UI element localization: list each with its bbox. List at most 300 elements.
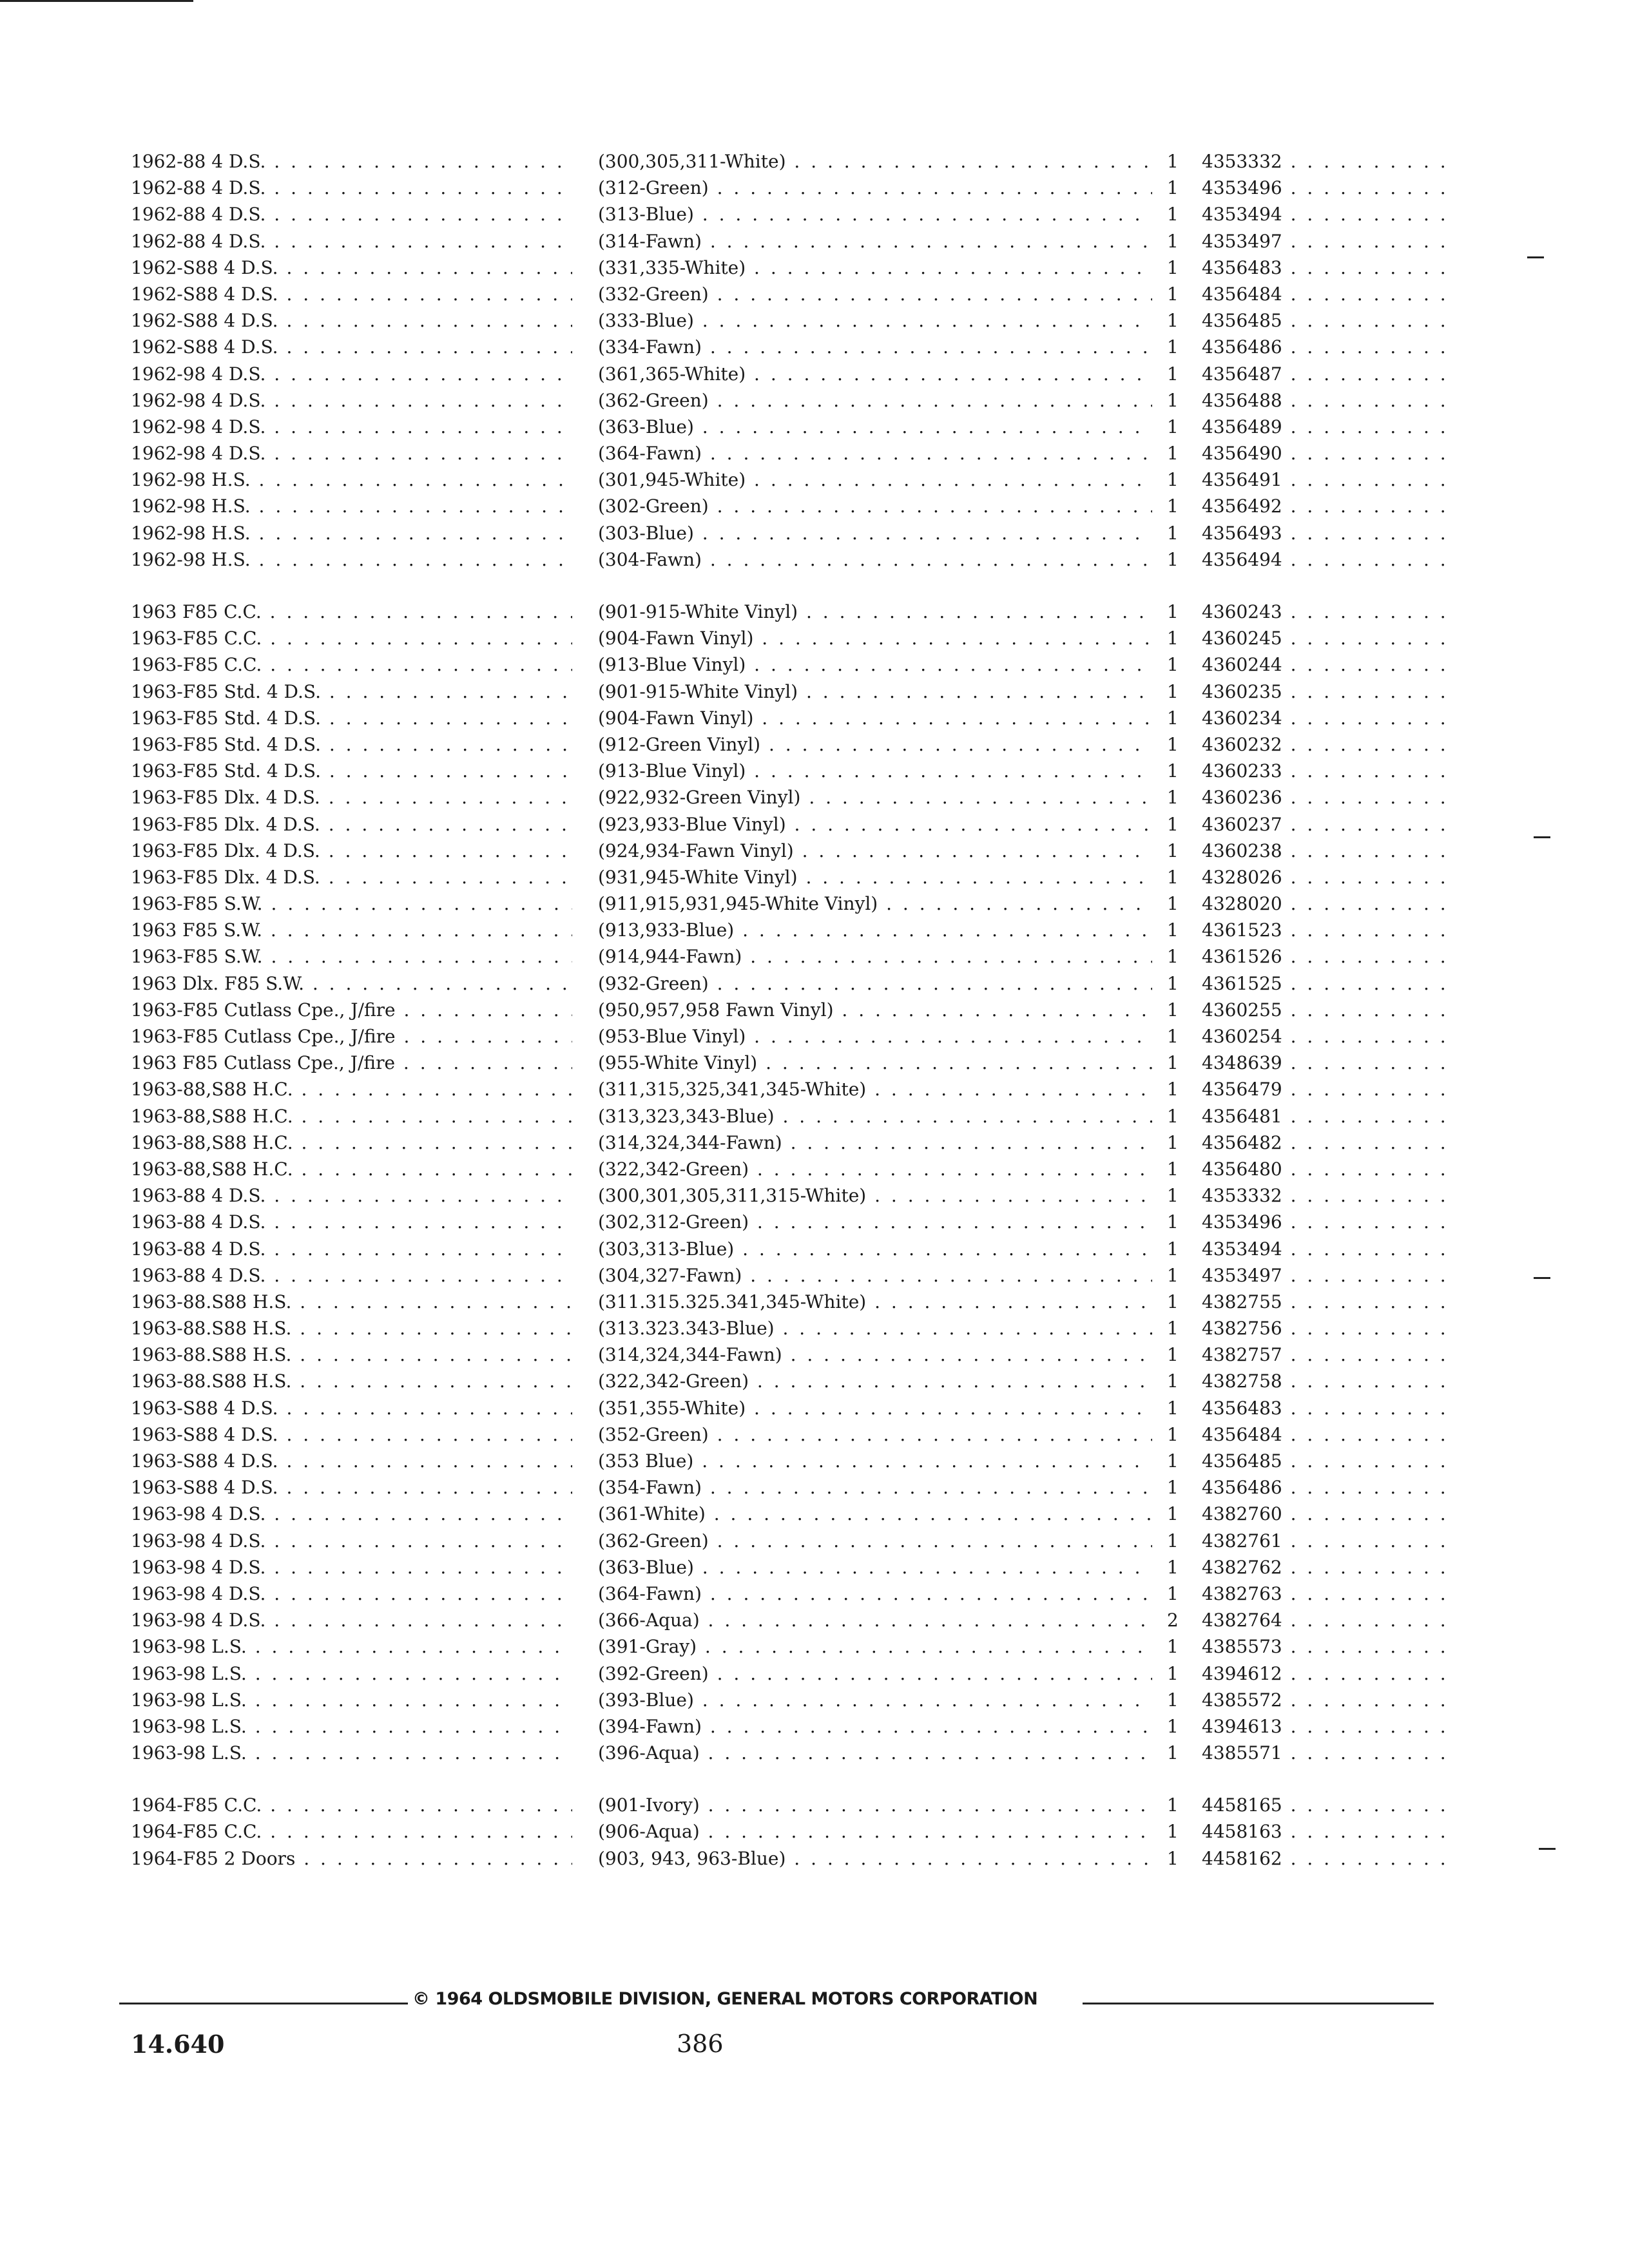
model-cell: 1963-98 4 D.S. . . .: [131, 1501, 572, 1527]
trim-cell: (913-Blue Vinyl) . . .: [598, 758, 1152, 784]
row-group: [131, 148, 1316, 573]
table-row: [131, 1209, 1316, 1235]
part-number-cell: 4356494 . . .: [1202, 546, 1445, 573]
trim-cell: (313.323.343-Blue) . . .: [598, 1315, 1152, 1341]
trim-cell: (351,355-White) . . .: [598, 1395, 1152, 1421]
model-cell: 1963-98 L.S. . . .: [131, 1633, 572, 1660]
trim-cell: (304-Fawn) . . .: [598, 546, 1152, 573]
trim-cell: (314-Fawn) . . .: [598, 228, 1152, 255]
model-cell: 1964-F85 C.C. . . .: [131, 1818, 572, 1845]
trim-cell: (366-Aqua) . . .: [598, 1607, 1152, 1633]
trim-cell: (361,365-White) . . .: [598, 361, 1152, 387]
trim-cell: (906-Aqua) . . .: [598, 1818, 1152, 1845]
trim-cell: (331,335-White) . . .: [598, 255, 1152, 281]
table-row: [131, 970, 1316, 997]
quantity-cell: 1: [1167, 522, 1179, 544]
table-row: [131, 1289, 1316, 1315]
trim-cell: (303,313-Blue) . . .: [598, 1236, 1152, 1262]
table-row: [131, 466, 1316, 493]
part-number-cell: 4356483 . . .: [1202, 255, 1445, 281]
quantity-cell: 1: [1167, 1503, 1179, 1525]
model-cell: 1963-88,S88 H.C. . . .: [131, 1156, 572, 1182]
table-row: [131, 361, 1316, 387]
trim-cell: (364-Fawn) . . .: [598, 1581, 1152, 1607]
trim-cell: (391-Gray) . . .: [598, 1633, 1152, 1660]
table-row: [131, 943, 1316, 970]
model-cell: 1963-88.S88 H.S. . . .: [131, 1368, 572, 1394]
model-cell: 1962-98 4 D.S. . . .: [131, 387, 572, 414]
model-cell: 1963-F85 Std. 4 D.S. . . .: [131, 678, 572, 705]
footer-rule-right: [1083, 2003, 1434, 2004]
quantity-cell: 1: [1167, 972, 1179, 994]
table-row: [131, 651, 1316, 678]
trim-cell: (363-Blue) . . .: [598, 414, 1152, 440]
trim-cell: (394-Fawn) . . .: [598, 1713, 1152, 1740]
model-cell: 1963-88 4 D.S. . . .: [131, 1236, 572, 1262]
part-number-cell: 4382764 . . .: [1202, 1607, 1445, 1633]
quantity-cell: 1: [1167, 151, 1179, 172]
quantity-cell: 1: [1167, 1662, 1179, 1684]
table-row: [131, 1633, 1316, 1660]
trim-cell: (302-Green) . . .: [598, 493, 1152, 519]
quantity-cell: 1: [1167, 1582, 1179, 1604]
quantity-cell: 1: [1167, 1131, 1179, 1153]
model-cell: 1963-88,S88 H.C. . . .: [131, 1076, 572, 1102]
quantity-cell: 1: [1167, 946, 1179, 968]
quantity-cell: 1: [1167, 1318, 1179, 1340]
part-number-cell: 4356484 . . .: [1202, 1421, 1445, 1448]
quantity-cell: 1: [1167, 1185, 1179, 1207]
table-row: [131, 493, 1316, 519]
quantity-cell: 1: [1167, 999, 1179, 1021]
quantity-cell: 1: [1167, 1450, 1179, 1472]
trim-cell: (953-Blue Vinyl) . . .: [598, 1023, 1152, 1050]
model-cell: 1963-88,S88 H.C. . . .: [131, 1129, 572, 1156]
margin-mark: [1527, 256, 1544, 258]
part-number-cell: 4353332 . . .: [1202, 1182, 1445, 1209]
part-number-cell: 4382755 . . .: [1202, 1289, 1445, 1315]
table-row: [131, 1528, 1316, 1554]
model-cell: 1963-88 4 D.S. . . .: [131, 1182, 572, 1209]
trim-cell: (393-Blue) . . .: [598, 1687, 1152, 1713]
quantity-cell: 1: [1167, 1821, 1179, 1843]
model-cell: 1963-98 L.S. . . .: [131, 1660, 572, 1687]
part-number-cell: 4382760 . . .: [1202, 1501, 1445, 1527]
quantity-cell: 1: [1167, 893, 1179, 915]
model-cell: 1963-S88 4 D.S. . . .: [131, 1474, 572, 1501]
table-row: [131, 520, 1316, 546]
quantity-cell: 1: [1167, 1211, 1179, 1233]
part-number-cell: 4356483 . . .: [1202, 1395, 1445, 1421]
part-number-cell: 4382761 . . .: [1202, 1528, 1445, 1554]
model-cell: 1962-98 4 D.S. . . .: [131, 414, 572, 440]
table-row: [131, 1156, 1316, 1182]
table-row: [131, 1368, 1316, 1394]
quantity-cell: 1: [1167, 204, 1179, 226]
quantity-cell: 1: [1167, 601, 1179, 622]
part-number-cell: 4356485 . . .: [1202, 1448, 1445, 1474]
quantity-cell: 1: [1167, 1715, 1179, 1737]
model-cell: 1963-98 4 D.S. . . .: [131, 1581, 572, 1607]
trim-cell: (302,312-Green) . . .: [598, 1209, 1152, 1235]
part-number-cell: 4360237 . . .: [1202, 811, 1445, 838]
model-cell: 1962-S88 4 D.S. . . .: [131, 307, 572, 334]
model-cell: 1963-98 L.S. . . .: [131, 1687, 572, 1713]
trim-cell: (363-Blue) . . .: [598, 1554, 1152, 1581]
trim-cell: (300,305,311-White) . . .: [598, 148, 1152, 175]
table-row: [131, 1687, 1316, 1713]
part-number-cell: 4356493 . . .: [1202, 520, 1445, 546]
section-number: 14.640: [131, 2030, 225, 2059]
model-cell: 1963 F85 Cutlass Cpe., J/fire . . .: [131, 1050, 572, 1076]
quantity-cell: 1: [1167, 230, 1179, 252]
table-row: [131, 387, 1316, 414]
quantity-cell: 1: [1167, 1052, 1179, 1074]
table-row: [131, 1050, 1316, 1076]
model-cell: 1962-98 H.S. . . .: [131, 493, 572, 519]
table-row: [131, 1713, 1316, 1740]
part-number-cell: 4356481 . . .: [1202, 1103, 1445, 1129]
model-cell: 1962-S88 4 D.S. . . .: [131, 255, 572, 281]
quantity-cell: 1: [1167, 1689, 1179, 1711]
quantity-cell: 1: [1167, 469, 1179, 491]
table-row: [131, 758, 1316, 784]
quantity-cell: 1: [1167, 1291, 1179, 1312]
trim-cell: (313-Blue) . . .: [598, 201, 1152, 227]
model-cell: 1962-98 H.S. . . .: [131, 466, 572, 493]
part-number-cell: 4458163 . . .: [1202, 1818, 1445, 1845]
part-number-cell: 4356488 . . .: [1202, 387, 1445, 414]
model-cell: 1963-F85 Std. 4 D.S. . . .: [131, 758, 572, 784]
part-number-cell: 4360235 . . .: [1202, 678, 1445, 705]
part-number-cell: 4356489 . . .: [1202, 414, 1445, 440]
parts-table: [131, 148, 1316, 1872]
part-number-cell: 4385572 . . .: [1202, 1687, 1445, 1713]
model-cell: 1962-88 4 D.S. . . .: [131, 148, 572, 175]
table-row: [131, 678, 1316, 705]
model-cell: 1963-F85 Dlx. 4 D.S. . . .: [131, 838, 572, 864]
table-row: [131, 705, 1316, 731]
trim-cell: (352-Green) . . .: [598, 1421, 1152, 1448]
model-cell: 1962-98 4 D.S. . . .: [131, 440, 572, 466]
part-number-cell: 4353496 . . .: [1202, 1209, 1445, 1235]
trim-cell: (300,301,305,311,315-White) . . .: [598, 1182, 1152, 1209]
model-cell: 1963-F85 Cutlass Cpe., J/fire . . .: [131, 997, 572, 1023]
part-number-cell: 4360232 . . .: [1202, 731, 1445, 758]
copyright-notice: © 1964 OLDSMOBILE DIVISION, GENERAL MOTORS CORPORATION: [412, 1989, 1038, 2009]
part-number-cell: 4360234 . . .: [1202, 705, 1445, 731]
table-row: [131, 1236, 1316, 1262]
part-number-cell: 4356485 . . .: [1202, 307, 1445, 334]
model-cell: 1963 F85 C.C. . . .: [131, 599, 572, 625]
table-row: [131, 175, 1316, 201]
trim-cell: (931,945-White Vinyl) . . .: [598, 864, 1152, 890]
top-rule: [0, 0, 193, 2]
model-cell: 1963-98 4 D.S. . . .: [131, 1528, 572, 1554]
part-number-cell: 4356487 . . .: [1202, 361, 1445, 387]
part-number-cell: 4353494 . . .: [1202, 201, 1445, 227]
table-row: [131, 414, 1316, 440]
margin-mark: [1534, 1277, 1550, 1279]
model-cell: 1963 Dlx. F85 S.W. . . .: [131, 970, 572, 997]
part-number-cell: 4458162 . . .: [1202, 1845, 1445, 1872]
quantity-cell: 1: [1167, 495, 1179, 517]
trim-cell: (392-Green) . . .: [598, 1660, 1152, 1687]
quantity-cell: 1: [1167, 1530, 1179, 1552]
part-number-cell: 4356492 . . .: [1202, 493, 1445, 519]
part-number-cell: 4356479 . . .: [1202, 1076, 1445, 1102]
model-cell: 1962-98 H.S. . . .: [131, 546, 572, 573]
trim-cell: (901-915-White Vinyl) . . .: [598, 678, 1152, 705]
table-row: [131, 307, 1316, 334]
table-row: [131, 1129, 1316, 1156]
table-row: [131, 1341, 1316, 1368]
table-row: [131, 1448, 1316, 1474]
part-number-cell: 4360238 . . .: [1202, 838, 1445, 864]
model-cell: 1964-F85 2 Doors . . .: [131, 1845, 572, 1872]
part-number-cell: 4348639 . . .: [1202, 1050, 1445, 1076]
trim-cell: (313,323,343-Blue) . . .: [598, 1103, 1152, 1129]
table-row: [131, 334, 1316, 360]
model-cell: 1963-98 L.S. . . .: [131, 1740, 572, 1766]
table-row: [131, 784, 1316, 811]
part-number-cell: 4394612 . . .: [1202, 1660, 1445, 1687]
quantity-cell: 1: [1167, 813, 1179, 835]
trim-cell: (361-White) . . .: [598, 1501, 1152, 1527]
trim-cell: (955-White Vinyl) . . .: [598, 1050, 1152, 1076]
footer-rule-left: [119, 2003, 408, 2004]
quantity-cell: 2: [1167, 1610, 1179, 1631]
part-number-cell: 4360254 . . .: [1202, 1023, 1445, 1050]
table-row: [131, 281, 1316, 307]
table-row: [131, 440, 1316, 466]
trim-cell: (396-Aqua) . . .: [598, 1740, 1152, 1766]
table-row: [131, 890, 1316, 917]
part-number-cell: 4353497 . . .: [1202, 1262, 1445, 1289]
trim-cell: (950,957,958 Fawn Vinyl) . . .: [598, 997, 1152, 1023]
trim-cell: (904-Fawn Vinyl) . . .: [598, 625, 1152, 651]
model-cell: 1963-98 L.S. . . .: [131, 1713, 572, 1740]
trim-cell: (924,934-Fawn Vinyl) . . .: [598, 838, 1152, 864]
table-row: [131, 1421, 1316, 1448]
part-number-cell: 4360244 . . .: [1202, 651, 1445, 678]
part-number-cell: 4356480 . . .: [1202, 1156, 1445, 1182]
page-number: 386: [677, 2030, 724, 2058]
trim-cell: (314,324,344-Fawn) . . .: [598, 1129, 1152, 1156]
quantity-cell: 1: [1167, 1370, 1179, 1392]
table-row: [131, 625, 1316, 651]
quantity-cell: 1: [1167, 1556, 1179, 1578]
table-row: [131, 599, 1316, 625]
trim-cell: (901-Ivory) . . .: [598, 1792, 1152, 1818]
part-number-cell: 4356486 . . .: [1202, 334, 1445, 360]
trim-cell: (311,315,325,341,345-White) . . .: [598, 1076, 1152, 1102]
table-row: [131, 1554, 1316, 1581]
trim-cell: (301,945-White) . . .: [598, 466, 1152, 493]
table-row: [131, 864, 1316, 890]
part-number-cell: 4328020 . . .: [1202, 890, 1445, 917]
quantity-cell: 1: [1167, 177, 1179, 199]
part-number-cell: 4361526 . . .: [1202, 943, 1445, 970]
quantity-cell: 1: [1167, 1079, 1179, 1100]
model-cell: 1963-S88 4 D.S. . . .: [131, 1421, 572, 1448]
part-number-cell: 4360236 . . .: [1202, 784, 1445, 811]
table-row: [131, 148, 1316, 175]
quantity-cell: 1: [1167, 654, 1179, 676]
table-row: [131, 731, 1316, 758]
trim-cell: (912-Green Vinyl) . . .: [598, 731, 1152, 758]
quantity-cell: 1: [1167, 1344, 1179, 1366]
trim-cell: (904-Fawn Vinyl) . . .: [598, 705, 1152, 731]
trim-cell: (913-Blue Vinyl) . . .: [598, 651, 1152, 678]
part-number-cell: 4360255 . . .: [1202, 997, 1445, 1023]
part-number-cell: 4353497 . . .: [1202, 228, 1445, 255]
row-group: [131, 1792, 1316, 1872]
table-row: [131, 255, 1316, 281]
model-cell: 1963-88 4 D.S. . . .: [131, 1262, 572, 1289]
model-cell: 1962-88 4 D.S. . . .: [131, 228, 572, 255]
trim-cell: (901-915-White Vinyl) . . .: [598, 599, 1152, 625]
quantity-cell: 1: [1167, 256, 1179, 278]
row-group: [131, 599, 1316, 1766]
table-row: [131, 811, 1316, 838]
model-cell: 1963-98 4 D.S. . . .: [131, 1554, 572, 1581]
quantity-cell: 1: [1167, 1105, 1179, 1127]
model-cell: 1963-F85 S.W. . . .: [131, 943, 572, 970]
part-number-cell: 4382758 . . .: [1202, 1368, 1445, 1394]
part-number-cell: 4394613 . . .: [1202, 1713, 1445, 1740]
part-number-cell: 4385573 . . .: [1202, 1633, 1445, 1660]
model-cell: 1962-S88 4 D.S. . . .: [131, 334, 572, 360]
model-cell: 1963-F85 C.C. . . .: [131, 651, 572, 678]
table-row: [131, 1076, 1316, 1102]
quantity-cell: 1: [1167, 1264, 1179, 1286]
model-cell: 1964-F85 C.C. . . .: [131, 1792, 572, 1818]
quantity-cell: 1: [1167, 733, 1179, 755]
trim-cell: (304,327-Fawn) . . .: [598, 1262, 1152, 1289]
quantity-cell: 1: [1167, 760, 1179, 782]
quantity-cell: 1: [1167, 840, 1179, 861]
trim-cell: (311.315.325.341,345-White) . . .: [598, 1289, 1152, 1315]
quantity-cell: 1: [1167, 1477, 1179, 1499]
table-row: [131, 1182, 1316, 1209]
quantity-cell: 1: [1167, 416, 1179, 437]
model-cell: 1963-88,S88 H.C. . . .: [131, 1103, 572, 1129]
table-row: [131, 1023, 1316, 1050]
model-cell: 1963-F85 Std. 4 D.S. . . .: [131, 705, 572, 731]
table-row: [131, 228, 1316, 255]
part-number-cell: 4360233 . . .: [1202, 758, 1445, 784]
quantity-cell: 1: [1167, 1847, 1179, 1869]
model-cell: 1963-88.S88 H.S. . . .: [131, 1341, 572, 1368]
part-number-cell: 4361525 . . .: [1202, 970, 1445, 997]
part-number-cell: 4356484 . . .: [1202, 281, 1445, 307]
trim-cell: (364-Fawn) . . .: [598, 440, 1152, 466]
quantity-cell: 1: [1167, 707, 1179, 729]
margin-mark: [1534, 836, 1550, 838]
part-number-cell: 4360245 . . .: [1202, 625, 1445, 651]
model-cell: 1963-F85 Dlx. 4 D.S. . . .: [131, 811, 572, 838]
table-row: [131, 546, 1316, 573]
quantity-cell: 1: [1167, 1397, 1179, 1419]
quantity-cell: 1: [1167, 310, 1179, 332]
quantity-cell: 1: [1167, 1794, 1179, 1816]
part-number-cell: 4356482 . . .: [1202, 1129, 1445, 1156]
model-cell: 1963-88.S88 H.S. . . .: [131, 1289, 572, 1315]
trim-cell: (362-Green) . . .: [598, 387, 1152, 414]
trim-cell: (314,324,344-Fawn) . . .: [598, 1341, 1152, 1368]
trim-cell: (334-Fawn) . . .: [598, 334, 1152, 360]
table-row: [131, 917, 1316, 943]
table-row: [131, 1315, 1316, 1341]
trim-cell: (322,342-Green) . . .: [598, 1156, 1152, 1182]
trim-cell: (922,932-Green Vinyl) . . .: [598, 784, 1152, 811]
table-row: [131, 1474, 1316, 1501]
part-number-cell: 4382763 . . .: [1202, 1581, 1445, 1607]
quantity-cell: 1: [1167, 1742, 1179, 1764]
part-number-cell: 4382757 . . .: [1202, 1341, 1445, 1368]
trim-cell: (932-Green) . . .: [598, 970, 1152, 997]
trim-cell: (322,342-Green) . . .: [598, 1368, 1152, 1394]
trim-cell: (362-Green) . . .: [598, 1528, 1152, 1554]
trim-cell: (914,944-Fawn) . . .: [598, 943, 1152, 970]
quantity-cell: 1: [1167, 1423, 1179, 1445]
table-row: [131, 1660, 1316, 1687]
quantity-cell: 1: [1167, 1238, 1179, 1260]
part-number-cell: 4353496 . . .: [1202, 175, 1445, 201]
table-row: [131, 1395, 1316, 1421]
table-row: [131, 1818, 1316, 1845]
table-row: [131, 838, 1316, 864]
model-cell: 1963-F85 S.W. . . .: [131, 890, 572, 917]
trim-cell: (353 Blue) . . .: [598, 1448, 1152, 1474]
model-cell: 1963-F85 Cutlass Cpe., J/fire . . .: [131, 1023, 572, 1050]
trim-cell: (354-Fawn) . . .: [598, 1474, 1152, 1501]
model-cell: 1962-S88 4 D.S. . . .: [131, 281, 572, 307]
model-cell: 1963-F85 Dlx. 4 D.S. . . .: [131, 784, 572, 811]
table-row: [131, 1845, 1316, 1872]
model-cell: 1963 F85 S.W. . . .: [131, 917, 572, 943]
trim-cell: (332-Green) . . .: [598, 281, 1152, 307]
quantity-cell: 1: [1167, 336, 1179, 358]
model-cell: 1963-S88 4 D.S. . . .: [131, 1395, 572, 1421]
quantity-cell: 1: [1167, 283, 1179, 305]
table-row: [131, 1792, 1316, 1818]
part-number-cell: 4356490 . . .: [1202, 440, 1445, 466]
table-row: [131, 1103, 1316, 1129]
quantity-cell: 1: [1167, 548, 1179, 570]
quantity-cell: 1: [1167, 1636, 1179, 1658]
trim-cell: (923,933-Blue Vinyl) . . .: [598, 811, 1152, 838]
table-row: [131, 1607, 1316, 1633]
model-cell: 1962-98 H.S. . . .: [131, 520, 572, 546]
trim-cell: (312-Green) . . .: [598, 175, 1152, 201]
table-row: [131, 1740, 1316, 1766]
model-cell: 1963-F85 Std. 4 D.S. . . .: [131, 731, 572, 758]
part-number-cell: 4458165 . . .: [1202, 1792, 1445, 1818]
quantity-cell: 1: [1167, 1158, 1179, 1180]
part-number-cell: 4382762 . . .: [1202, 1554, 1445, 1581]
quantity-cell: 1: [1167, 443, 1179, 465]
model-cell: 1963-98 4 D.S. . . .: [131, 1607, 572, 1633]
quantity-cell: 1: [1167, 787, 1179, 809]
trim-cell: (333-Blue) . . .: [598, 307, 1152, 334]
quantity-cell: 1: [1167, 363, 1179, 385]
model-cell: 1963-F85 C.C. . . .: [131, 625, 572, 651]
part-number-cell: 4360243 . . .: [1202, 599, 1445, 625]
part-number-cell: 4382756 . . .: [1202, 1315, 1445, 1341]
quantity-cell: 1: [1167, 866, 1179, 888]
